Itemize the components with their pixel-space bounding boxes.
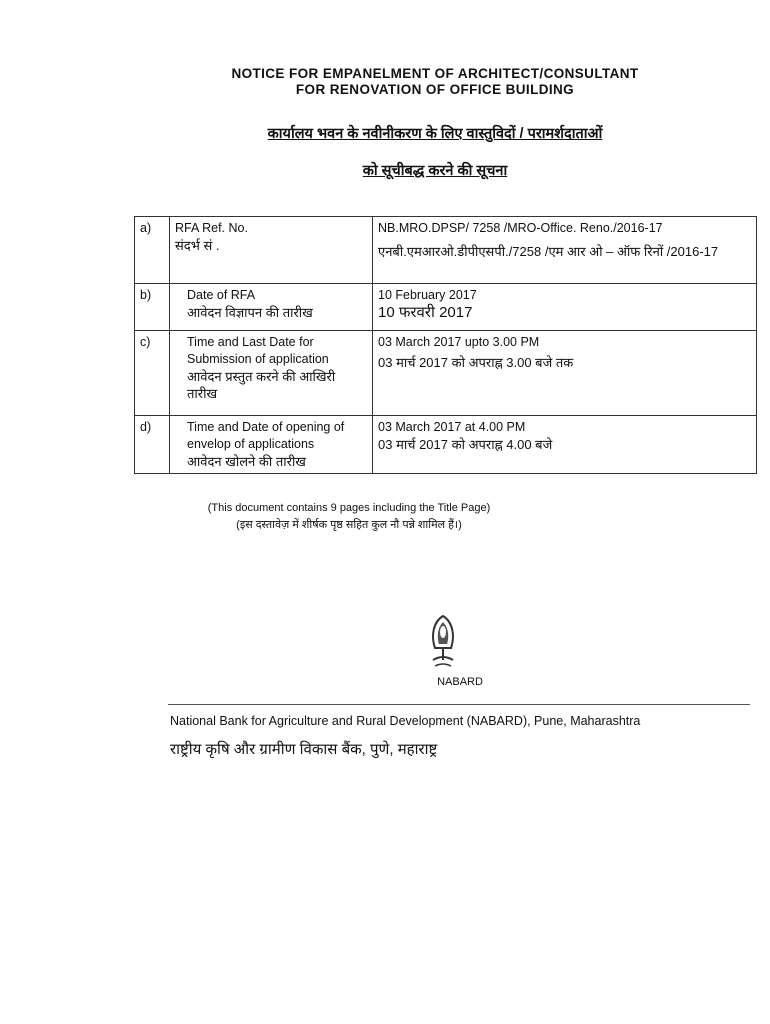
row-value-en: NB.MRO.DPSP/ 7258 /MRO-Office. Reno./2016-17 — [378, 221, 663, 235]
table-row — [135, 217, 757, 284]
row-value — [373, 331, 757, 416]
row-label-hi: आवेदन विज्ञापन की तारीख — [187, 305, 313, 320]
row-label-hi: आवेदन खोलने की तारीख — [187, 454, 306, 469]
logo-caption: NABARD — [437, 676, 483, 688]
notice-title-line1: NOTICE FOR EMPANELMENT OF ARCHITECT/CONSULTANT — [231, 66, 639, 81]
notice-title — [100, 66, 770, 98]
row-value-hi: 03 मार्च 2017 को अपराह्न 4.00 बजे — [378, 437, 553, 452]
rfa-details-table — [134, 216, 757, 474]
row-key: c) — [135, 331, 170, 416]
row-label — [170, 331, 373, 416]
row-key: b) — [135, 284, 170, 331]
footer-address-hindi: राष्ट्रीय कृषि और ग्रामीण विकास बैंक, पुणे, महाराष्ट्र — [170, 741, 438, 758]
nabard-logo-icon — [427, 612, 459, 674]
row-label — [170, 416, 373, 474]
footer-address: National Bank for Agriculture and Rural Development (NABARD), Pune, Maharashtra — [170, 714, 641, 728]
row-label-hi: आवेदन प्रस्तुत करने की आखिरी तारीख — [187, 369, 336, 401]
row-label-en: RFA Ref. No. — [175, 221, 248, 235]
row-label — [170, 284, 373, 331]
notice-title-hindi-line1: कार्यालय भवन के नवीनीकरण के लिए वास्तुविदों / परामर्शदाताओं — [267, 126, 603, 142]
row-label-en: Date of RFA — [187, 288, 256, 302]
row-value-en: 03 March 2017 at 4.00 PM — [378, 420, 526, 434]
row-label-hi: संदर्भ सं . — [175, 238, 220, 253]
row-label-en: Time and Date of opening of envelop of applications — [187, 420, 345, 451]
page-count-note: (This document contains 9 pages including the Title Page) — [207, 502, 491, 514]
row-key: d) — [135, 416, 170, 474]
row-value — [373, 217, 757, 284]
page-count-note-hindi: (इस दस्तावेज़ में शीर्षक पृष्ठ सहित कुल नौ पन्ने शामिल हैं।) — [236, 519, 462, 531]
table-row — [135, 416, 757, 474]
notice-title-line2: FOR RENOVATION OF OFFICE BUILDING — [295, 82, 575, 97]
row-value-hi: एनबी.एमआरओ.डीपीएसपी./7258 /एम आर ओ – ऑफ रिनों /2016-17 — [378, 244, 719, 259]
table-row — [135, 284, 757, 331]
row-value — [373, 416, 757, 474]
row-value-hi: 03 मार्च 2017 को अपराह्न 3.00 बजे तक — [378, 355, 574, 370]
row-label — [170, 217, 373, 284]
row-label-en: Time and Last Date for Submission of application — [187, 335, 329, 366]
footer-divider — [168, 704, 750, 705]
table-row — [135, 331, 757, 416]
row-key: a) — [135, 217, 170, 284]
row-value-en: 10 February 2017 — [378, 288, 477, 302]
row-value-en: 03 March 2017 upto 3.00 PM — [378, 335, 540, 349]
notice-title-hindi-line2: को सूचीबद्ध करने की सूचना — [362, 163, 508, 179]
row-value — [373, 284, 757, 331]
row-value-hi: 10 फरवरी 2017 — [378, 304, 473, 321]
